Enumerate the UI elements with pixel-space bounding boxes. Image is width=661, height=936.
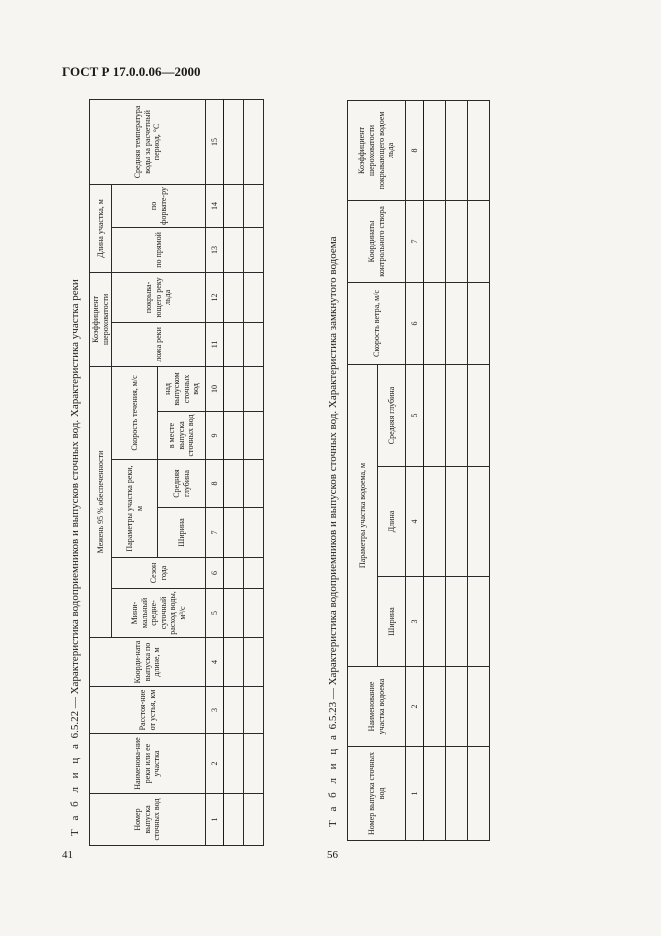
- header-wind-speed: Скорость ветра, м/с: [348, 282, 406, 364]
- table-6-5-23-block: [327, 101, 497, 841]
- column-number: 6: [206, 558, 224, 589]
- header-outlet-number: Номер выпуска сточных вод: [348, 747, 406, 841]
- column-number: 4: [206, 638, 224, 687]
- table-row: [468, 100, 490, 840]
- header-low-water-95: Межень 95 % обеспеченности: [90, 366, 112, 637]
- column-number: 11: [206, 322, 224, 366]
- table-6-5-23-caption: [327, 236, 339, 827]
- header-length-fairway: по форвате-ру: [112, 184, 206, 227]
- header-roughness-coefficient: Коэффициент шероховатости: [90, 272, 112, 366]
- table-6-5-23: [347, 100, 490, 841]
- column-number: 9: [206, 412, 224, 460]
- column-number: 12: [206, 272, 224, 322]
- header-mean-depth: Средняя глубина: [378, 364, 406, 466]
- header-velocity-at-outlet: в месте выпуска сточных вод: [158, 412, 206, 460]
- column-number: 2: [406, 667, 424, 747]
- header-mean-water-temperature: Средняя температура воды за расчетный период, °С: [90, 99, 206, 184]
- table-row: [424, 100, 446, 840]
- table-row: [224, 99, 244, 845]
- header-water-body-section-name: Наименование участка водоема: [348, 667, 406, 747]
- column-number: 3: [406, 577, 424, 667]
- column-number: 3: [206, 687, 224, 734]
- header-season: Сезон года: [112, 558, 206, 589]
- header-section-length: Длина участка, м: [90, 184, 112, 272]
- header-mean-depth: Средняя глубина: [158, 460, 206, 508]
- table-title: — Характеристика водоприемников и выпусков сточных вод. Характеристика участка реки: [69, 279, 81, 711]
- header-ice-roughness: покрыва-ющего реку льда: [112, 272, 206, 322]
- header-width: Ширина: [158, 508, 206, 558]
- column-number: 2: [206, 734, 224, 794]
- table-number: 6.5.22: [69, 710, 81, 739]
- column-number: 8: [406, 100, 424, 200]
- column-number: 13: [206, 227, 224, 272]
- header-riverbed-roughness: ложа реки: [112, 322, 206, 366]
- column-number: 10: [206, 366, 224, 411]
- table-6-5-22-block: [69, 100, 249, 846]
- column-number: 5: [406, 364, 424, 466]
- column-number-row: [206, 99, 224, 845]
- column-number: 8: [206, 460, 224, 508]
- header-outlet-number: Номер выпуска сточных вод: [90, 794, 206, 846]
- header-min-daily-discharge: Мини-мальный средне-суточный расход воды, м³/с: [112, 589, 206, 638]
- column-number: 1: [406, 747, 424, 841]
- table-title: — Характеристика водоприемников и выпусков сточных вод. Характеристика замкнутого водоема: [327, 236, 339, 702]
- document-header: ГОСТ Р 17.0.0.06—2000: [62, 64, 201, 79]
- header-control-section-coords: Координаты контрольного створа: [348, 200, 406, 282]
- table-6-5-22: [89, 99, 264, 846]
- header-outlet-coordinate: Коорди-ната выпуска по длине, м: [90, 638, 206, 687]
- column-number: 4: [406, 467, 424, 577]
- column-number: 6: [406, 282, 424, 364]
- header-length-straight: по прямой: [112, 227, 206, 272]
- table-number: 6.5.23: [327, 701, 339, 730]
- column-number: 15: [206, 99, 224, 184]
- page-number-right: 56: [327, 849, 338, 861]
- header-length: Длина: [378, 467, 406, 577]
- column-number: 7: [206, 508, 224, 558]
- header-velocity-above-outlet: над выпуском сточных вод: [158, 366, 206, 411]
- table-row: [244, 99, 264, 845]
- header-flow-velocity: Скорость течения, м/с: [112, 366, 158, 459]
- header-width: Ширина: [378, 577, 406, 667]
- header-river-name: Наименова-ние реки или ее участка: [90, 734, 206, 794]
- column-number-row: [406, 100, 424, 840]
- header-river-section-params: Параметры участка реки, м: [112, 460, 158, 558]
- table-6-5-22-caption: [69, 279, 81, 836]
- column-number: 1: [206, 794, 224, 846]
- column-number: 5: [206, 589, 224, 638]
- header-ice-roughness-coefficient: Коэффициент шероховатости покрывающего водоем льда: [348, 100, 406, 200]
- header-distance-from-mouth: Расстоя-ние от устья, км: [90, 687, 206, 734]
- page-number-left: 41: [62, 849, 73, 861]
- table-row: [446, 100, 468, 840]
- header-water-body-params: Параметры участка водоема, м: [348, 364, 378, 666]
- column-number: 14: [206, 184, 224, 227]
- table-label: Т а б л и ц а: [327, 732, 339, 827]
- table-label: Т а б л и ц а: [69, 741, 81, 836]
- column-number: 7: [406, 200, 424, 282]
